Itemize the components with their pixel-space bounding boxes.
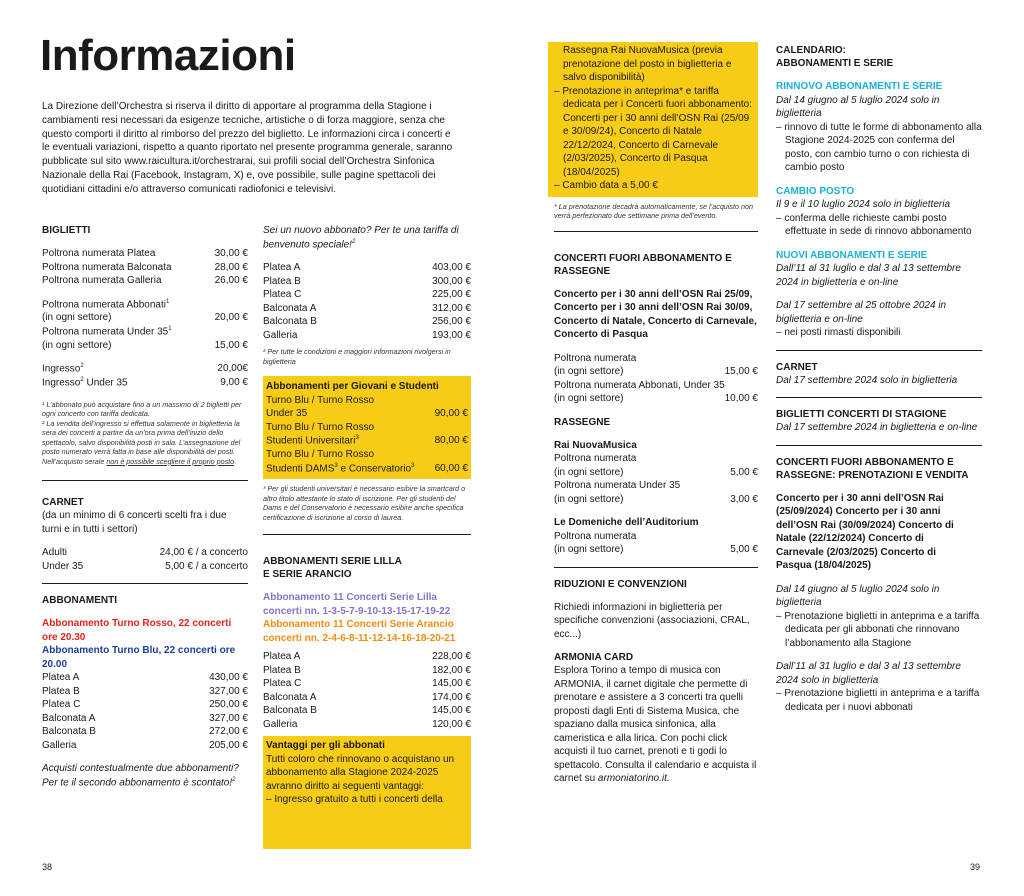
abbonamenti-list: [42, 671, 248, 752]
price-label: Balconata B: [263, 705, 317, 717]
price-row: [263, 315, 471, 329]
cambio-item: – conferma delle richieste cambi posto effettuate in sede di rinnovo abbonamento: [776, 212, 972, 237]
price-value: 145,00 €: [432, 705, 471, 717]
price-label: Under 35: [42, 560, 84, 572]
price-row: (in ogni settore) 5,00 €: [554, 544, 758, 555]
cambio-date: Il 9 e il 10 luglio 2024 solo in biglietteria: [776, 199, 950, 210]
armonia-heading: ARMONIA CARD: [554, 652, 634, 663]
price-row: [42, 247, 248, 261]
biglietti-cal-date: Dal 17 settembre 2024 in biglietteria e on-line: [776, 422, 978, 433]
divider: [776, 445, 982, 446]
biglietti-heading: BIGLIETTI: [42, 225, 91, 236]
price-value: 312,00 €: [432, 302, 471, 314]
footnote: ³ Per gli studenti universitari è necessario esibire la smartcard o altro titolo attestante lo stato di iscrizione. Per gli studenti del Dams e del Conservatorio è necessario esibire anche specifica certificazione di iscrizione al corso di laurea.: [263, 484, 466, 522]
domeniche-title: Le Domeniche dell’Auditorium: [554, 517, 699, 528]
price-row: [263, 275, 471, 289]
rassegne-heading: RASSEGNE: [554, 416, 611, 428]
price-row: Poltrona numerata Abbonati$^1$: [42, 298, 170, 310]
fuori-concerti: Concerto per i 30 anni dell’OSN Rai 25/09, Concerto per i 30 anni dell’OSN Rai 30/09, Concerto di Natale, Concerto di Carnevale, Concerto di Pasqua: [554, 288, 757, 340]
carnet-description: (da un minimo di 6 concerti scelti fra i due turni e in tutti i settori): [42, 510, 227, 535]
price-label: Galleria: [42, 739, 77, 751]
price-value: 205,00 €: [209, 739, 248, 751]
price-value: 430,00 €: [209, 672, 248, 684]
divider: [554, 567, 758, 568]
price-row: [42, 671, 248, 685]
price-label: Poltrona numerata Under 35: [554, 480, 681, 491]
price-row: [263, 704, 471, 718]
lilla-heading-2: E SERIE ARANCIO: [263, 569, 352, 581]
price-row: (in ogni settore) 15,00 €: [554, 366, 758, 377]
price-row: Under 35 90,00 €: [266, 408, 468, 420]
price-row: [263, 664, 471, 678]
price-label: Poltrona numerata: [554, 530, 637, 542]
price-value: 30,00 €: [214, 248, 248, 259]
column-3: [554, 42, 758, 786]
carnet-cal-heading: CARNET: [776, 361, 818, 373]
prenotazioni-heading: CONCERTI FUORI ABBONAMENTO E: [776, 456, 954, 468]
price-row: Ingresso$^2$ 20,00€: [42, 363, 248, 375]
price-row: (in ogni settore) 10,00 €: [554, 393, 758, 404]
divider: [42, 583, 248, 584]
rinnovo-date: Dal 14 giugno al 5 luglio 2024 solo in biglietteria: [776, 94, 940, 119]
nuovo-list: [263, 261, 471, 342]
carnet-cal-date: Dal 17 settembre 2024 solo in biglietteria: [776, 374, 958, 386]
price-value: 182,00 €: [432, 664, 471, 676]
footnote: ¹ L’abbonato può acquistare fino a un massimo di 2 biglietti per ogni concerto con tariffa dedicata.: [42, 399, 242, 419]
cambio-title: CAMBIO POSTO: [776, 185, 855, 197]
giovani-box: [263, 376, 471, 479]
price-value: 327,00 €: [209, 712, 248, 724]
nuovi-date: Dall’11 al 31 luglio e dal 3 al 13 settembre 2024 in biglietteria e on-line: [776, 263, 961, 288]
price-value: 5,00 € / a concerto: [165, 560, 248, 572]
price-row: [42, 698, 248, 712]
price-row: [263, 718, 471, 732]
price-value: 228,00 €: [432, 651, 471, 663]
price-label: Adulti: [42, 547, 68, 559]
price-row: [42, 685, 248, 699]
price-value: 403,00 €: [432, 262, 471, 274]
vantaggi-text: Tutti coloro che rinnovano o acquistano un abbonamento alla Stagione 2024-2025 avranno diritto ai seguenti vantaggi:: [266, 753, 455, 792]
price-label: Platea B: [263, 664, 301, 676]
vantaggi-item: – Prenotazione in anteprima* e tariffa dedicata per i Concerti fuori abbonamento: Concerti per i 30 anni dell’OSN Rai (25/09 e 30/09/24), Concerto di Natale 22/12/2024, Concerto di Carnevale (2/03/2025), Concerto di Pasqua (18/04/2025): [554, 85, 753, 178]
price-label: Poltrona numerata Abbonati, Under 35: [554, 379, 725, 391]
price-row: (in ogni settore) 15,00 €: [42, 339, 248, 351]
price-label: Poltrona numerata Platea: [42, 248, 156, 259]
price-row: [263, 677, 471, 691]
price-value: 193,00 €: [432, 329, 471, 341]
abbonamenti-heading: ABBONAMENTI: [42, 595, 117, 607]
fuori-heading: CONCERTI FUORI ABBONAMENTO E RASSEGNE: [554, 252, 732, 277]
carnet-heading: CARNET: [42, 497, 84, 509]
turno-label: Turno Blu / Turno Rosso: [266, 394, 375, 406]
price-value: 272,00 €: [209, 726, 248, 738]
serie-arancio-title: Abbonamento 11 Concerti Serie Arancio: [263, 619, 454, 631]
vantaggi-heading: Vantaggi per gli abbonati: [266, 740, 385, 752]
serie-lilla-concerts: concerti nn. 1-3-5-7-9-10-13-15-17-19-22: [263, 605, 451, 617]
price-value: 145,00 €: [432, 678, 471, 690]
vantaggi-box-part2: [548, 42, 758, 197]
serie-lilla-title: Abbonamento 11 Concerti Serie Lilla: [263, 592, 437, 604]
price-label: Galleria: [263, 718, 298, 730]
price-row: [42, 274, 248, 288]
price-label: Platea C: [263, 678, 302, 690]
price-row: [263, 302, 471, 316]
price-label: Platea B: [42, 685, 80, 697]
price-row: [263, 650, 471, 664]
vantaggi-item: Rassegna Rai NuovaMusica (previa prenotazione del posto in biglietteria e salvo disponibilità): [563, 45, 732, 83]
price-label: Platea C: [42, 699, 81, 711]
price-row: [42, 712, 248, 726]
divider: [776, 350, 982, 351]
price-row: [42, 739, 248, 753]
price-label: Platea B: [263, 275, 301, 287]
nuovi-item: – nei posti rimasti disponibili: [776, 327, 901, 338]
prenotazioni-item: – Prenotazione biglietti in anteprima e a tariffa dedicata per gli abbonati che rinnovano l’abbonamento alla Stagione: [776, 610, 980, 649]
prenotazioni-item-2: – Prenotazione biglietti in anteprima e a tariffa dedicata per i nuovi abbonati: [776, 688, 980, 713]
footnote: ² Per tutte le condizioni e maggiori informazioni rivolgersi in biglietteria: [263, 347, 451, 366]
price-row: [42, 546, 248, 560]
turno-rosso-label: Abbonamento Turno Rosso, 22 concerti ore 20.30: [42, 618, 232, 643]
rinnovo-item: – rinnovo di tutte le forme di abbonamento alla Stagione 2024-2025 con conferma del posto, con cambio turno o con richiesta di cambio posto: [776, 121, 982, 173]
price-label: Poltrona numerata Galleria: [42, 275, 162, 286]
price-value: 24,00 € / a concerto: [159, 547, 248, 559]
sconto-note: Acquisti contestualmente due abbonamenti? Per te il secondo abbonamento è scontato!$^2$: [42, 763, 239, 789]
biglietti-list: [42, 247, 248, 288]
price-label: Balconata A: [42, 712, 96, 724]
turno-label: Turno Blu / Turno Rosso: [266, 421, 375, 433]
price-row: (in ogni settore) 3,00 €: [554, 493, 758, 505]
prenotazioni-date-2: Dall’11 al 31 luglio e dal 3 al 13 settembre 2024 solo in biglietteria: [776, 661, 961, 686]
price-row: (in ogni settore) 5,00 €: [554, 466, 758, 478]
price-row: Studenti Universitari$^3$ 80,00 €: [266, 435, 468, 447]
column-1: [42, 224, 248, 790]
price-row: Ingresso$^2$ Under 35 9,00 €: [42, 376, 248, 389]
price-label: Platea A: [263, 262, 301, 274]
price-row: [42, 261, 248, 275]
price-row: [42, 725, 248, 739]
turno-label: Turno Blu / Turno Rosso: [266, 449, 375, 461]
price-value: 250,00 €: [209, 699, 248, 711]
divider: [42, 480, 248, 481]
price-row: [42, 560, 248, 574]
nuovi-title: NUOVI ABBONAMENTI E SERIE: [776, 249, 928, 261]
price-label: Balconata A: [263, 691, 317, 703]
price-label: Balconata B: [42, 726, 96, 738]
prenotazioni-concerti: Concerto per i 30 anni dell’OSN Rai (25/09/2024) Concerto per i 30 anni dell’OSN Rai (30/09/2024) Concerto di Natale (22/12/2024) Concerto di Carnevale (2/03/2025) Concerto di Pasqua (18/04/2025): [776, 492, 954, 571]
price-value: 256,00 €: [432, 316, 471, 328]
price-value: 26,00 €: [214, 275, 248, 286]
page-title: Informazioni: [40, 31, 296, 80]
nuovo-abbonato-text: Sei un nuovo abbonato? Per te una tariffa di benvenuto speciale!$^2$: [263, 225, 459, 250]
serie-arancio-concerts: concerti nn. 2-4-6-8-11-12-14-16-18-20-21: [263, 632, 456, 644]
nuovi-date-2: Dal 17 settembre al 25 ottobre 2024 in biglietteria e on-line: [776, 300, 947, 325]
footnote: * La prenotazione decadrà automaticamente, se l’acquisto non verrà perfezionato due settimane prima dell’evento.: [554, 201, 753, 220]
giovani-heading: Abbonamenti per Giovani e Studenti: [266, 381, 439, 393]
price-value: 28,00 €: [214, 261, 248, 273]
price-label: Poltrona numerata: [554, 453, 637, 464]
carnet-list: [42, 546, 248, 573]
vantaggi-item: – Cambio data a 5,00 €: [554, 180, 658, 191]
turno-blu-label: Abbonamento Turno Blu, 22 concerti ore 20.00: [42, 645, 236, 670]
vantaggi-box-part1: [263, 736, 471, 849]
price-row: [263, 288, 471, 302]
riduzioni-text: Richiedi informazioni in biglietteria per specifiche convenzioni (associazioni, CRAL, ecc...): [554, 601, 750, 640]
biglietti-cal-heading: BIGLIETTI CONCERTI DI STAGIONE: [776, 409, 947, 420]
price-value: 174,00 €: [432, 691, 471, 703]
calendario-heading-2: ABBONAMENTI E SERIE: [776, 58, 894, 69]
footnote: ² La vendita dell’ingresso si effettua solamente in biglietteria la sera dei concerti a partire da un’ora prima dell’inizio dello spettacolo, salvo disponibilità posti in sala. L’assegnazione del posto numerato verrà fatta in base alle disponibilità dei posti. Nell’acquisto serale non è possibile scegliere il proprio posto.: [42, 418, 241, 466]
intro-paragraph: La Direzione dell’Orchestra si riserva il diritto di apportare al programma della Stagione i cambiamenti resi necessari da esigenze tecniche, artistiche o di forza maggiore, senza che questo comporti il diritto al rimborso del prezzo del biglietto. Le informazioni circa i concerti e le eventuali variazioni, rispetto a quanto riportato nel presente programma generale, saranno pubblicate sul sito www.raicultura.it/orchestrarai, sui profili social dell’Orchestra Sinfonica Nazionale della Rai (Facebook, Instagram, X) e, ove possibile, sulle pagine spettacoli dei quotidiani cittadini e/o attraverso comunicati radiofonici e televisivi.: [42, 101, 453, 195]
calendario-heading: CALENDARIO:: [776, 45, 846, 56]
price-row: [263, 261, 471, 275]
prenotazioni-heading-2: RASSEGNE: PRENOTAZIONI E VENDITA: [776, 469, 969, 481]
armonia-text: Esplora Torino a tempo di musica con ARMONIA, il carnet digitale che permette di prenotare e assistere a 3 concerti tra quelli proposti dagli Enti di Sistema Musica, che spaziano dalla musica sinfonica, alla cameristica e alla lirica. Con pochi click acquisti il tuo carnet, prenoti e ti godi lo spettacolo. Consulta il calendario e acquista il carnet su armoniatorino.it.: [554, 665, 757, 784]
price-label: Poltrona numerata: [554, 352, 637, 364]
price-label: Galleria: [263, 329, 298, 341]
column-4: [776, 44, 982, 714]
price-row: [263, 691, 471, 705]
price-label: Poltrona numerata Balconata: [42, 261, 172, 273]
divider: [554, 231, 758, 232]
price-label: Platea A: [42, 672, 80, 684]
price-value: 120,00 €: [432, 718, 471, 730]
price-row: [263, 329, 471, 343]
price-value: 225,00 €: [432, 289, 471, 301]
riduzioni-heading: RIDUZIONI E CONVENZIONI: [554, 578, 687, 590]
prenotazioni-date: Dal 14 giugno al 5 luglio 2024 solo in biglietteria: [776, 583, 940, 608]
vantaggi-item: – Ingresso gratuito a tutti i concerti della: [266, 794, 443, 806]
price-row: Poltrona numerata Under $35^1$: [42, 325, 172, 338]
rinnovo-title: RINNOVO ABBONAMENTI E SERIE: [776, 81, 943, 92]
price-row: Studenti DAMS$^3$ e Conservatorio$^3$ 60,00 €: [266, 462, 468, 474]
page-number-right: 39: [970, 862, 981, 872]
price-label: Platea C: [263, 289, 302, 301]
nuovamusica-title: Rai NuovaMusica: [554, 439, 637, 451]
price-row: (in ogni settore) 20,00 €: [42, 312, 248, 324]
divider: [776, 397, 982, 398]
column-2: [263, 224, 471, 849]
price-label: Platea A: [263, 651, 301, 663]
price-label: Balconata A: [263, 302, 317, 314]
price-value: 327,00 €: [209, 685, 248, 697]
price-label: Balconata B: [263, 316, 317, 328]
divider: [263, 534, 471, 535]
lilla-heading: ABBONAMENTI SERIE LILLA: [263, 556, 402, 568]
page-number-left: 38: [42, 862, 53, 872]
lilla-list: [263, 650, 471, 731]
price-value: 300,00 €: [432, 275, 471, 287]
